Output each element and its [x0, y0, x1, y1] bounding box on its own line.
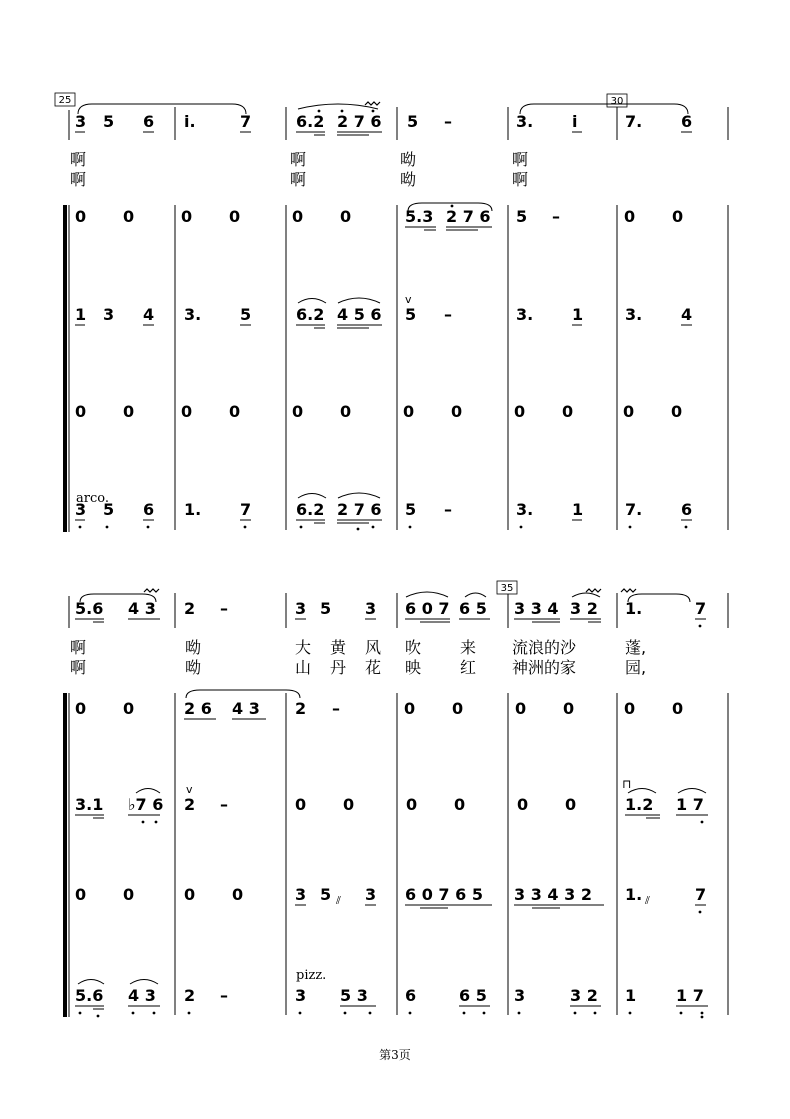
- rest: 0: [343, 795, 355, 814]
- note: 3.: [184, 305, 202, 324]
- phrase-slur: [186, 690, 300, 698]
- octave-dot-below: [153, 1012, 156, 1015]
- lyric-syllable: 呦: [400, 150, 417, 169]
- measure-number: 35: [500, 583, 514, 594]
- rest: 0: [514, 402, 526, 421]
- tremolo-icon: ⫽: [645, 894, 650, 907]
- note: 7.: [625, 500, 643, 519]
- rest: 0: [517, 795, 529, 814]
- slur: [406, 592, 448, 597]
- slur: [572, 593, 600, 597]
- note: 3: [365, 885, 377, 904]
- octave-dot-below: [372, 526, 375, 529]
- lyric-syllable: 啊: [70, 150, 87, 169]
- note: 3 3 4 3 2: [514, 885, 592, 904]
- note: 1 7: [676, 986, 704, 1005]
- rest: 0: [562, 402, 574, 421]
- rest: 0: [451, 402, 463, 421]
- rest: 0: [232, 885, 244, 904]
- octave-dot-below: [463, 1012, 466, 1015]
- note: 5.3: [405, 207, 434, 226]
- octave-dot-below: [299, 1012, 302, 1015]
- note: 1: [572, 500, 584, 519]
- mordent-icon: [621, 589, 636, 592]
- rest: 0: [123, 402, 135, 421]
- rest: 0: [624, 207, 636, 226]
- slur: [678, 789, 706, 794]
- note: 3.1: [75, 795, 104, 814]
- lyric-syllable: 来: [460, 638, 477, 657]
- lyric-syllable: 啊: [512, 150, 529, 169]
- note: 4 3: [232, 699, 260, 718]
- lyric-syllable: 呦: [400, 170, 417, 189]
- lyric-syllable: 蓬,: [625, 638, 647, 657]
- octave-dot-below: [142, 821, 145, 824]
- note: 1: [625, 986, 637, 1005]
- note: 6: [681, 500, 693, 519]
- octave-dot-below: [97, 1015, 100, 1018]
- note: 3: [295, 986, 307, 1005]
- lyric-syllable: 流浪的沙: [512, 638, 577, 657]
- octave-dot-below: [701, 821, 704, 824]
- note: 5.6: [75, 599, 104, 618]
- lyric-syllable: 红: [460, 658, 477, 677]
- note: 2: [295, 699, 307, 718]
- rest: 0: [454, 795, 466, 814]
- note: 5: [405, 500, 417, 519]
- octave-dot-below: [520, 526, 523, 529]
- note: 1 7: [676, 795, 704, 814]
- rest: 0: [181, 207, 193, 226]
- note: 3.: [516, 305, 534, 324]
- tremolo-icon: ⫽: [336, 894, 341, 907]
- note: 4 3: [128, 599, 156, 618]
- note: 6: [143, 112, 155, 131]
- octave-dot-above: [341, 110, 344, 113]
- slur: [136, 789, 160, 794]
- octave-dot-below: [369, 1012, 372, 1015]
- octave-dot-below: [244, 526, 247, 529]
- rest: 0: [123, 699, 135, 718]
- octave-dot-below: [147, 526, 150, 529]
- note: –: [332, 699, 340, 718]
- rest: 0: [672, 207, 684, 226]
- note: –: [220, 986, 228, 1005]
- lyric-syllable: 神洲的家: [512, 658, 577, 677]
- lyric-syllable: 吹: [405, 638, 422, 657]
- rest: 0: [229, 207, 241, 226]
- note: 3: [295, 885, 307, 904]
- note: 6.2: [296, 500, 325, 519]
- note: 2: [184, 986, 196, 1005]
- lyric-syllable: 丹: [330, 658, 347, 677]
- octave-dot-below: [574, 1012, 577, 1015]
- note: 7: [240, 112, 252, 131]
- measure-number: 25: [58, 95, 72, 106]
- slur: [78, 980, 104, 985]
- rest: 0: [292, 402, 304, 421]
- note: 6 0 7 6 5: [405, 885, 483, 904]
- rest: 0: [671, 402, 683, 421]
- lyric-syllable: 映: [405, 658, 422, 677]
- arco-marking: arco.: [76, 491, 109, 506]
- system-2: [65, 581, 728, 1018]
- lyric-syllable: 啊: [290, 170, 307, 189]
- rest: 0: [565, 795, 577, 814]
- lyric-syllable: 啊: [290, 150, 307, 169]
- rest: 0: [181, 402, 193, 421]
- measure-number: 30: [610, 96, 624, 107]
- note: 3.: [516, 500, 534, 519]
- note: 5: [320, 599, 332, 618]
- note: –: [220, 795, 228, 814]
- rest: 0: [75, 207, 87, 226]
- breath-mark: v: [405, 293, 412, 306]
- note: 2 6: [184, 699, 212, 718]
- octave-dot-below: [701, 1012, 704, 1015]
- note: 4 5 6: [337, 305, 382, 324]
- system-1: [55, 93, 728, 532]
- note: 3.: [625, 305, 643, 324]
- rest: 0: [340, 402, 352, 421]
- note: 1.: [625, 885, 643, 904]
- note: 1: [572, 305, 584, 324]
- note: 5: [407, 112, 419, 131]
- octave-dot-below: [409, 526, 412, 529]
- note: 6 0 7: [405, 599, 450, 618]
- note: 1.: [184, 500, 202, 519]
- rest: 0: [403, 402, 415, 421]
- note: 6 5: [459, 599, 487, 618]
- note: 7: [695, 885, 707, 904]
- lyric-syllable: 啊: [70, 658, 87, 677]
- lyric-syllable: 黄: [330, 638, 347, 657]
- note: 1.: [625, 599, 643, 618]
- note: 4 3: [128, 986, 156, 1005]
- note: 5: [103, 112, 115, 131]
- note: 3: [75, 500, 87, 519]
- note: 3: [295, 599, 307, 618]
- rest: 0: [563, 699, 575, 718]
- rest: 0: [123, 207, 135, 226]
- octave-dot-above: [372, 110, 375, 113]
- note: 6.2: [296, 112, 325, 131]
- rest: 0: [229, 402, 241, 421]
- octave-dot-below: [79, 1012, 82, 1015]
- rest: 0: [623, 402, 635, 421]
- octave-dot-below: [106, 526, 109, 529]
- lyric-syllable: 大: [295, 638, 312, 657]
- octave-dot-below: [188, 1012, 191, 1015]
- page-number: 第3页: [379, 1048, 411, 1062]
- note: 2: [184, 599, 196, 618]
- note: i.: [184, 112, 196, 131]
- octave-dot-below: [155, 821, 158, 824]
- note: 5: [516, 207, 528, 226]
- note: 3 3 4: [514, 599, 559, 618]
- lyric-syllable: 呦: [185, 638, 202, 657]
- slur: [338, 298, 380, 303]
- note: –: [444, 500, 452, 519]
- note: 6: [681, 112, 693, 131]
- breath-mark: v: [186, 783, 193, 796]
- mordent-icon: [365, 102, 380, 105]
- octave-dot-below: [300, 526, 303, 529]
- note: 7: [240, 500, 252, 519]
- octave-dot-below: [699, 625, 702, 628]
- rest: 0: [292, 207, 304, 226]
- note: 3: [103, 305, 115, 324]
- note: ♭7 6: [128, 795, 164, 814]
- note: 2 7 6: [337, 112, 382, 131]
- lyric-syllable: 啊: [512, 170, 529, 189]
- mordent-icon: [586, 589, 601, 592]
- lyric-syllable: 园,: [625, 658, 647, 677]
- note: –: [444, 112, 452, 131]
- slur: [298, 494, 326, 499]
- rest: 0: [295, 795, 307, 814]
- note: 2 7 6: [337, 500, 382, 519]
- rest: 0: [452, 699, 464, 718]
- note: 6.2: [296, 305, 325, 324]
- rest: 0: [75, 402, 87, 421]
- rest: 0: [75, 699, 87, 718]
- note: 3: [514, 986, 526, 1005]
- note: 4: [143, 305, 155, 324]
- slur: [338, 493, 380, 498]
- lyric-syllable: 啊: [70, 170, 87, 189]
- rest: 0: [406, 795, 418, 814]
- note: 3 2: [570, 986, 598, 1005]
- rest: 0: [184, 885, 196, 904]
- note: 4: [681, 305, 693, 324]
- note: 1.2: [625, 795, 654, 814]
- slur: [628, 789, 656, 794]
- note: 1: [75, 305, 87, 324]
- mordent-icon: [144, 589, 159, 592]
- octave-dot-below: [357, 528, 360, 531]
- note: 5: [405, 305, 417, 324]
- note: 5: [240, 305, 252, 324]
- slur: [130, 980, 158, 985]
- note: 3: [75, 112, 87, 131]
- lyric-syllable: 风: [365, 638, 382, 657]
- note: 3: [365, 599, 377, 618]
- note: 6 5: [459, 986, 487, 1005]
- rest: 0: [75, 885, 87, 904]
- note: 5: [103, 500, 115, 519]
- octave-dot-below: [629, 526, 632, 529]
- note: –: [220, 599, 228, 618]
- note: i: [572, 112, 578, 131]
- rest: 0: [624, 699, 636, 718]
- octave-dot-below: [79, 526, 82, 529]
- note: 2 7 6: [446, 207, 491, 226]
- octave-dot-below: [701, 1016, 704, 1019]
- octave-dot-below: [409, 1012, 412, 1015]
- note: –: [552, 207, 560, 226]
- rest: 0: [515, 699, 527, 718]
- rest: 0: [672, 699, 684, 718]
- slur: [465, 593, 486, 597]
- rest: 0: [404, 699, 416, 718]
- note: 7: [695, 599, 707, 618]
- octave-dot-below: [132, 1012, 135, 1015]
- octave-dot-below: [518, 1012, 521, 1015]
- octave-dot-below: [680, 1012, 683, 1015]
- octave-dot-below: [594, 1012, 597, 1015]
- note: 3 2: [570, 599, 598, 618]
- phrase-slur: [520, 104, 688, 114]
- rest: 0: [123, 885, 135, 904]
- note: –: [444, 305, 452, 324]
- note: 3.: [516, 112, 534, 131]
- octave-dot-below: [629, 1012, 632, 1015]
- note: 6: [405, 986, 417, 1005]
- pizz-marking: pizz.: [296, 968, 327, 983]
- rest: 0: [340, 207, 352, 226]
- octave-dot-below: [483, 1012, 486, 1015]
- lyric-syllable: 啊: [70, 638, 87, 657]
- note: 7.: [625, 112, 643, 131]
- octave-dot-below: [344, 1012, 347, 1015]
- note: 5: [320, 885, 332, 904]
- note: 5.6: [75, 986, 104, 1005]
- down-bow-icon: ⊓: [622, 777, 632, 791]
- octave-dot-above: [318, 110, 321, 113]
- lyric-syllable: 呦: [185, 658, 202, 677]
- note: 2: [184, 795, 196, 814]
- lyric-syllable: 花: [365, 658, 382, 677]
- note: 5 3: [340, 986, 368, 1005]
- octave-dot-above: [451, 205, 454, 208]
- note: 6: [143, 500, 155, 519]
- lyric-syllable: 山: [295, 658, 312, 677]
- octave-dot-below: [685, 526, 688, 529]
- slur: [298, 299, 326, 304]
- octave-dot-below: [699, 911, 702, 914]
